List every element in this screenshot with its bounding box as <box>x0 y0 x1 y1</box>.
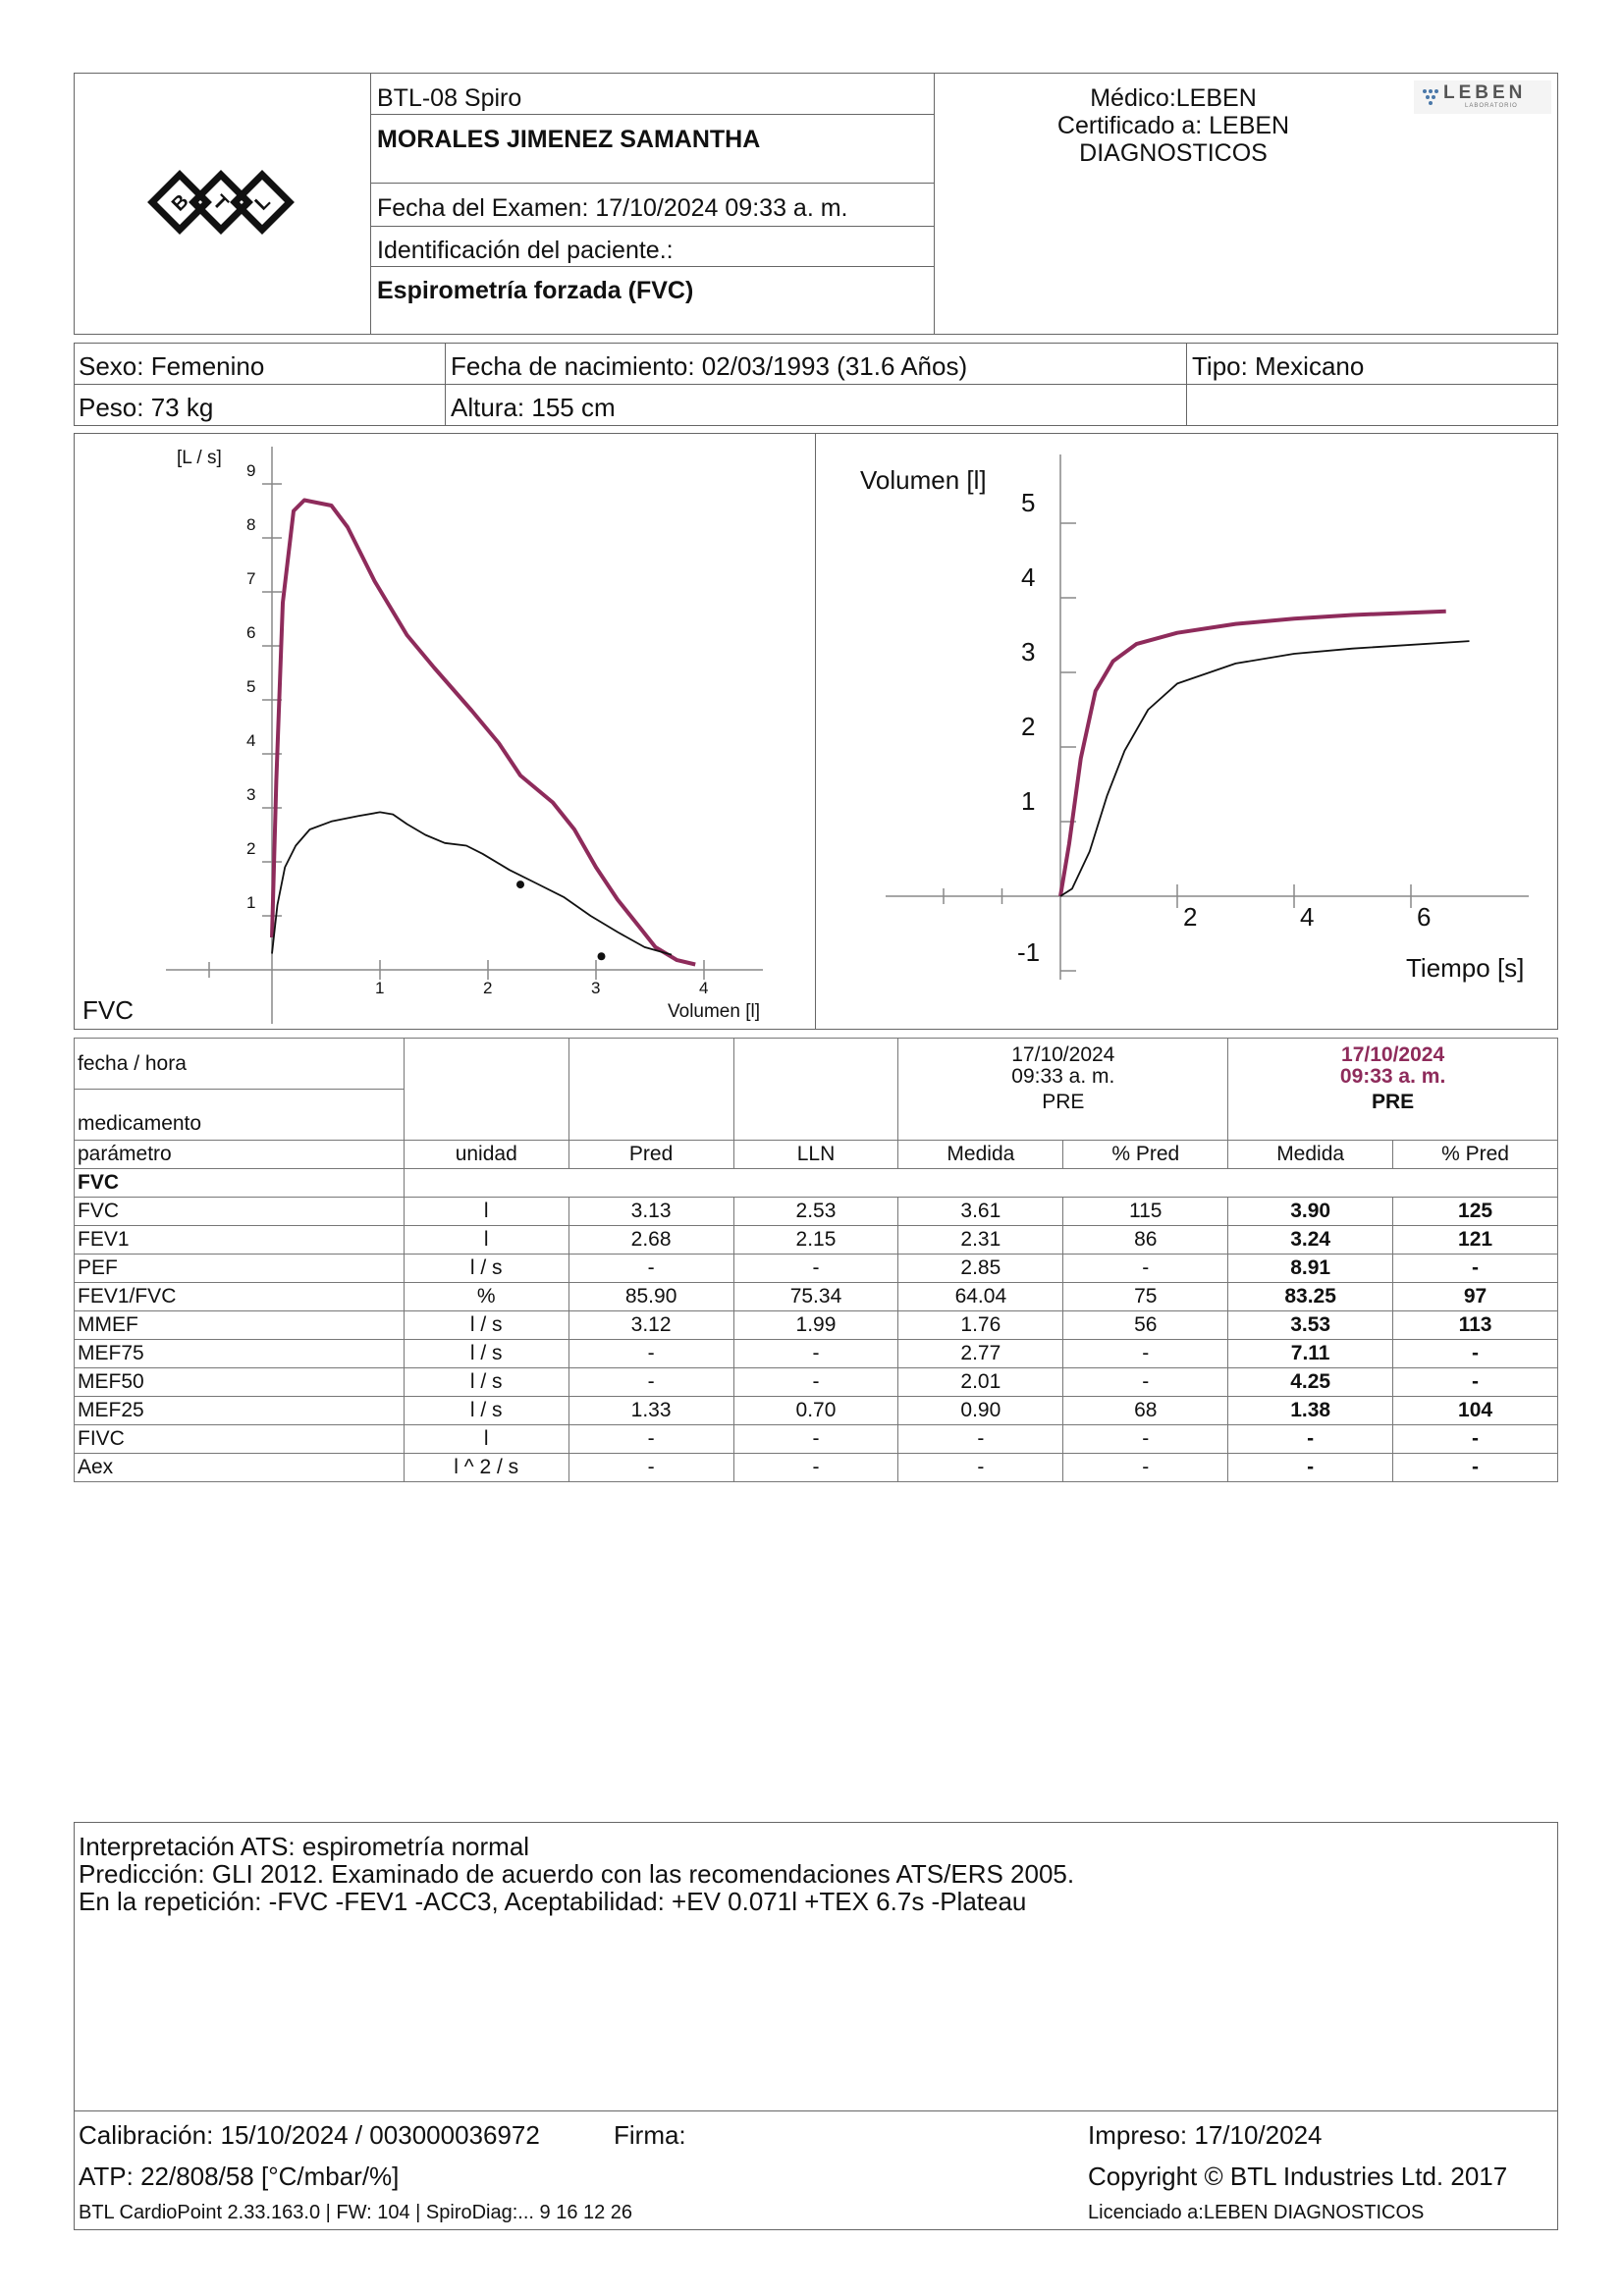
table-cell: - <box>1063 1425 1228 1454</box>
table-cell: 8.91 <box>1228 1255 1393 1283</box>
vt-y-axis-label: Volumen [l] <box>860 465 987 495</box>
table-cell: l <box>404 1425 568 1454</box>
flow-marker-point <box>598 952 606 960</box>
table-cell: 97 <box>1393 1283 1558 1311</box>
table-cell: 86 <box>1063 1226 1228 1255</box>
flow-x-axis-label: Volumen [l] <box>668 1001 760 1022</box>
interpretation-rule <box>74 2110 1558 2111</box>
table-cell: FEV1 <box>75 1226 405 1255</box>
table-cell: 2.85 <box>898 1255 1063 1283</box>
table-cell: - <box>1228 1454 1393 1482</box>
fecha-hora-label: fecha / hora <box>75 1039 405 1090</box>
table-cell: l <box>404 1226 568 1255</box>
table-row <box>75 1425 1558 1454</box>
btl-logo-t: T <box>208 190 233 215</box>
table-row <box>75 1198 1558 1226</box>
patient-name: MORALES JIMENEZ SAMANTHA <box>377 126 761 153</box>
calibration: Calibración: 15/10/2024 / 003000036972 <box>79 2120 540 2150</box>
table-cell: - <box>733 1454 898 1482</box>
table-cell: - <box>733 1425 898 1454</box>
vt-y-tick-label: 5 <box>1021 488 1036 517</box>
table-cell: 0.70 <box>733 1397 898 1425</box>
column-header: parámetro <box>75 1141 405 1169</box>
vt-x-tick-label: 6 <box>1417 902 1432 932</box>
signature-label: Firma: <box>614 2120 686 2150</box>
header-divider-2 <box>934 73 935 335</box>
table-cell: 3.13 <box>568 1198 733 1226</box>
table-cell: - <box>898 1425 1063 1454</box>
certified-line-1: Certificado a: LEBEN <box>1056 112 1290 139</box>
table-row <box>75 1283 1558 1311</box>
table-cell: 68 <box>1063 1397 1228 1425</box>
parameters-table <box>74 1038 1558 1482</box>
table-cell: FEV1/FVC <box>75 1283 405 1311</box>
interpretation-line-3: En la repetición: -FVC -FEV1 -ACC3, Aceptabilidad: +EV 0.071l +TEX 6.7s -Plateau <box>79 1887 1027 1916</box>
btl-logo <box>142 155 299 249</box>
leben-logo-mark <box>1420 86 1441 108</box>
table-cell: 1.99 <box>733 1311 898 1340</box>
birth-date: Fecha de nacimiento: 02/03/1993 (31.6 Años) <box>451 351 968 381</box>
table-cell: 125 <box>1393 1198 1558 1226</box>
table-cell: - <box>1063 1454 1228 1482</box>
table-cell: - <box>1393 1255 1558 1283</box>
flow-x-tick-label: 4 <box>699 979 709 997</box>
table-cell: 104 <box>1393 1397 1558 1425</box>
column-header: unidad <box>404 1141 568 1169</box>
table-cell: 7.11 <box>1228 1340 1393 1368</box>
table-cell: - <box>733 1368 898 1397</box>
test-type: Espirometría forzada (FVC) <box>377 277 694 304</box>
column-header: Medida <box>1228 1141 1393 1169</box>
flow-y-tick-label: 3 <box>246 785 256 804</box>
table-cell: PEF <box>75 1255 405 1283</box>
copyright: Copyright © BTL Industries Ltd. 2017 <box>1088 2162 1508 2191</box>
table-row <box>75 1340 1558 1368</box>
column-header: LLN <box>733 1141 898 1169</box>
table-cell: - <box>568 1425 733 1454</box>
table-cell: 75.34 <box>733 1283 898 1311</box>
table-cell: 1.38 <box>1228 1397 1393 1425</box>
table-cell: 2.68 <box>568 1226 733 1255</box>
table-cell: 0.90 <box>898 1397 1063 1425</box>
table-cell: MEF75 <box>75 1340 405 1368</box>
table-cell: 85.90 <box>568 1283 733 1311</box>
header-rule <box>370 114 934 115</box>
table-cell: % <box>404 1283 568 1311</box>
flow-y-tick-label: 7 <box>246 569 256 588</box>
exam-date: Fecha del Examen: 17/10/2024 09:33 a. m. <box>377 194 848 222</box>
vt-y-tick-label: -1 <box>1017 937 1041 967</box>
table-cell: l / s <box>404 1311 568 1340</box>
certified-line-2: DIAGNOSTICOS <box>1079 139 1268 167</box>
flow-y-tick-label: 8 <box>246 515 256 534</box>
vt-y-tick-label: 4 <box>1021 562 1036 592</box>
table-cell: MMEF <box>75 1311 405 1340</box>
btl-logo-b: B <box>167 189 193 216</box>
header-rule <box>370 183 934 184</box>
table-cell: - <box>1063 1340 1228 1368</box>
device-name: BTL-08 Spiro <box>377 84 522 112</box>
session-2-time: 09:33 a. m. <box>1339 1065 1446 1089</box>
table-cell: 3.24 <box>1228 1226 1393 1255</box>
table-row <box>75 1368 1558 1397</box>
table-cell: Aex <box>75 1454 405 1482</box>
table-cell: 115 <box>1063 1198 1228 1226</box>
table-cell: FIVC <box>75 1425 405 1454</box>
vt-y-tick-label: 2 <box>1021 712 1036 741</box>
table-cell: - <box>568 1340 733 1368</box>
printed-date: Impreso: 17/10/2024 <box>1088 2120 1323 2150</box>
session-1-med: PRE <box>1042 1091 1085 1114</box>
group-label: FVC <box>75 1169 405 1198</box>
table-cell: 2.01 <box>898 1368 1063 1397</box>
volume-time-chart <box>817 435 1556 1028</box>
demographics-divider <box>445 343 446 426</box>
header-rule <box>370 266 934 267</box>
table-cell: - <box>1393 1340 1558 1368</box>
flow-y-axis-label: [L / s] <box>177 448 222 468</box>
table-row <box>75 1311 1558 1340</box>
vt-x-axis-label: Tiempo [s] <box>1406 953 1525 983</box>
table-cell: - <box>898 1454 1063 1482</box>
header-divider-1 <box>370 73 371 335</box>
table-row <box>75 1397 1558 1425</box>
patient-id-label: Identificación del paciente.: <box>377 237 674 264</box>
session-1-date: 17/10/2024 <box>1011 1043 1115 1066</box>
table-cell: 2.77 <box>898 1340 1063 1368</box>
table-cell: MEF50 <box>75 1368 405 1397</box>
column-header: % Pred <box>1393 1141 1558 1169</box>
table-cell: - <box>568 1368 733 1397</box>
atp: ATP: 22/808/58 [°C/mbar/%] <box>79 2162 400 2191</box>
column-header: % Pred <box>1063 1141 1228 1169</box>
table-cell: FVC <box>75 1198 405 1226</box>
table-cell: 75 <box>1063 1283 1228 1311</box>
table-cell: - <box>1393 1425 1558 1454</box>
flow-y-tick-label: 9 <box>246 461 256 480</box>
flow-x-tick-label: 2 <box>483 979 493 997</box>
table-cell: 3.90 <box>1228 1198 1393 1226</box>
flow-y-tick-label: 5 <box>246 677 256 696</box>
column-header: Medida <box>898 1141 1063 1169</box>
table-row <box>75 1226 1558 1255</box>
vt-curve-pre <box>1060 641 1470 896</box>
flow-x-tick-label: 3 <box>591 979 601 997</box>
table-cell: 2.53 <box>733 1198 898 1226</box>
table-cell: 83.25 <box>1228 1283 1393 1311</box>
leben-logo <box>1414 80 1551 114</box>
table-cell: l <box>404 1198 568 1226</box>
table-cell: - <box>1393 1368 1558 1397</box>
table-cell: 56 <box>1063 1311 1228 1340</box>
table-cell: 1.33 <box>568 1397 733 1425</box>
table-cell: 113 <box>1393 1311 1558 1340</box>
session-1-time: 09:33 a. m. <box>1011 1065 1115 1089</box>
table-cell: 4.25 <box>1228 1368 1393 1397</box>
demographics-rule <box>74 384 1558 385</box>
table-cell: MEF25 <box>75 1397 405 1425</box>
table-cell: 3.53 <box>1228 1311 1393 1340</box>
charts-divider <box>815 433 816 1030</box>
doctor: Médico:LEBEN <box>1090 84 1257 112</box>
flow-marker-point <box>516 881 524 888</box>
btl-logo-l: L <box>250 190 275 215</box>
flow-y-tick-label: 6 <box>246 623 256 642</box>
table-cell: - <box>568 1454 733 1482</box>
table-cell: l / s <box>404 1368 568 1397</box>
session-2-med: PRE <box>1372 1091 1415 1114</box>
flow-chart-name: FVC <box>82 995 134 1025</box>
medicamento-label: medicamento <box>75 1090 405 1141</box>
flow-curve-pre <box>272 812 672 954</box>
software-version: BTL CardioPoint 2.33.163.0 | FW: 104 | SpiroDiag:... 9 16 12 26 <box>79 2202 633 2223</box>
table-cell: 3.12 <box>568 1311 733 1340</box>
table-cell: 1.76 <box>898 1311 1063 1340</box>
vt-x-tick-label: 4 <box>1300 902 1315 932</box>
flow-y-tick-label: 1 <box>246 893 256 912</box>
vt-y-tick-label: 3 <box>1021 637 1036 667</box>
table-cell: - <box>733 1340 898 1368</box>
flow-x-tick-label: 1 <box>375 979 385 997</box>
table-row <box>75 1454 1558 1482</box>
table-cell: l / s <box>404 1340 568 1368</box>
table-cell: - <box>733 1255 898 1283</box>
table-cell: 2.15 <box>733 1226 898 1255</box>
demographics-divider <box>1186 343 1187 426</box>
table-cell: 64.04 <box>898 1283 1063 1311</box>
header-rule <box>370 226 934 227</box>
session-2-date: 17/10/2024 <box>1341 1043 1445 1066</box>
vt-curve-post <box>1060 612 1446 896</box>
table-cell: - <box>1393 1454 1558 1482</box>
leben-logo-sub: LABORATORIO <box>1465 103 1518 109</box>
leben-logo-text: LEBEN <box>1443 82 1527 103</box>
height: Altura: 155 cm <box>451 393 616 422</box>
flow-curve-post <box>272 501 695 965</box>
vt-x-tick-label: 2 <box>1183 902 1198 932</box>
flow-volume-chart <box>76 435 814 1028</box>
ethnic-type: Tipo: Mexicano <box>1192 351 1365 381</box>
table-cell: - <box>1063 1368 1228 1397</box>
flow-y-tick-label: 2 <box>246 839 256 858</box>
column-header: Pred <box>568 1141 733 1169</box>
table-cell: l / s <box>404 1397 568 1425</box>
weight: Peso: 73 kg <box>79 393 214 422</box>
table-cell: l ^ 2 / s <box>404 1454 568 1482</box>
interpretation-line-2: Predicción: GLI 2012. Examinado de acuerdo con las recomendaciones ATS/ERS 2005. <box>79 1859 1075 1889</box>
flow-y-tick-label: 4 <box>246 731 256 750</box>
license: Licenciado a:LEBEN DIAGNOSTICOS <box>1088 2202 1425 2223</box>
table-cell: 121 <box>1393 1226 1558 1255</box>
table-cell: - <box>568 1255 733 1283</box>
table-cell: 3.61 <box>898 1198 1063 1226</box>
sex: Sexo: Femenino <box>79 351 265 381</box>
vt-y-tick-label: 1 <box>1021 786 1036 816</box>
table-row <box>75 1255 1558 1283</box>
table-cell: l / s <box>404 1255 568 1283</box>
table-cell: - <box>1228 1425 1393 1454</box>
interpretation-line-1: Interpretación ATS: espirometría normal <box>79 1832 530 1861</box>
table-cell: 2.31 <box>898 1226 1063 1255</box>
table-cell: - <box>1063 1255 1228 1283</box>
